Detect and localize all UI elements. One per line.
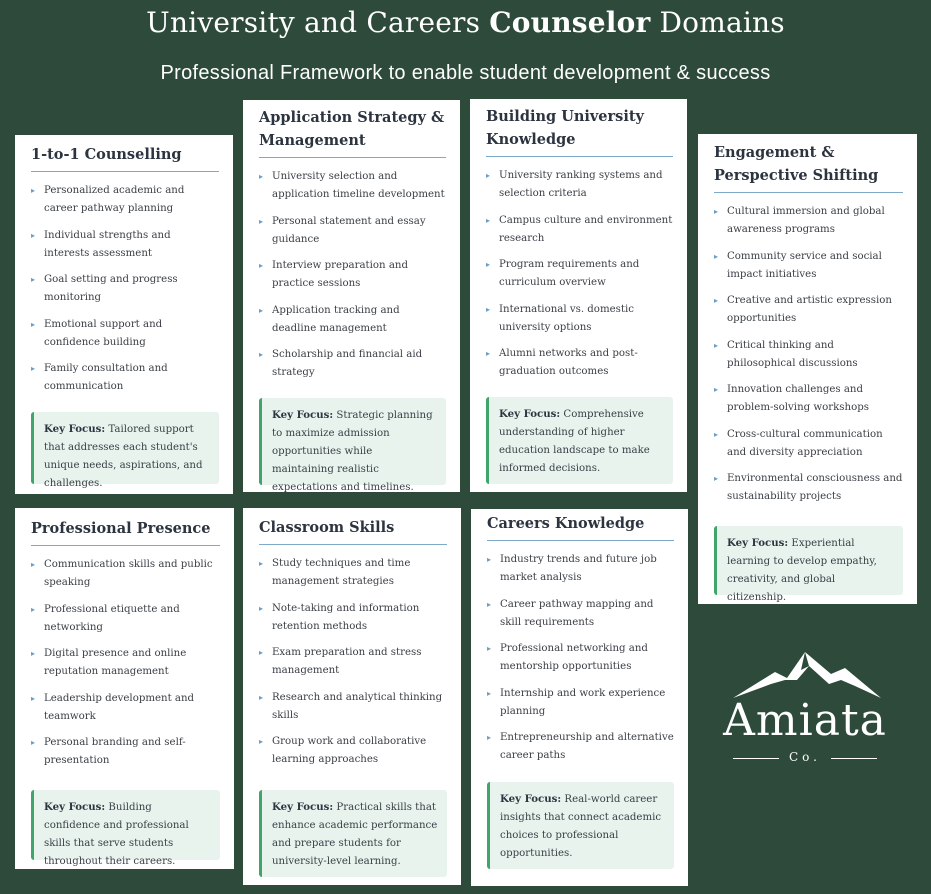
list-item: ▸ Professional etiquette and networking: [31, 601, 220, 637]
arrow-icon: ▸: [714, 296, 719, 305]
list-item: ▸ Leadership development and teamwork: [31, 690, 220, 726]
list-item: ▸ Internship and work experience planning: [487, 685, 674, 721]
arrow-icon: ▸: [714, 474, 719, 483]
card-engagement: [698, 134, 917, 604]
card-title: Building University Knowledge: [486, 99, 673, 157]
list-item: ▸ Campus culture and environment research: [486, 212, 673, 248]
list-item: ▸ Community service and social impact initiatives: [714, 248, 903, 284]
arrow-icon: ▸: [31, 604, 36, 614]
item-list: [486, 167, 673, 381]
arrow-icon: ▸: [259, 216, 264, 226]
list-item: ▸ Cross-cultural communication and diversity appreciation: [714, 426, 903, 462]
logo-subtext: Co.: [788, 750, 821, 764]
list-item: ▸ Career pathway mapping and skill requirements: [487, 596, 674, 632]
list-item: ▸ Personal branding and self-presentation: [31, 734, 220, 770]
card-title: Engagement & Perspective Shifting: [714, 134, 903, 193]
list-item: ▸ Alumni networks and post-graduation outcomes: [486, 345, 673, 381]
card-title: Classroom Skills: [259, 508, 447, 545]
list-item: ▸ Environmental consciousness and sustainability projects: [714, 470, 903, 506]
arrow-icon: ▸: [714, 340, 719, 350]
list-item: ▸ International vs. domestic university options: [486, 301, 673, 337]
arrow-icon: ▸: [259, 603, 264, 613]
key-focus-box: Key Focus: Comprehensive understanding of higher education landscape to make informed decisions.: [486, 397, 673, 484]
arrow-icon: ▸: [714, 429, 719, 439]
logo-wordmark: Amiata: [723, 695, 887, 746]
list-item: ▸ Digital presence and online reputation management: [31, 645, 220, 681]
list-item: ▸ Personalized academic and career pathway planning: [31, 182, 219, 218]
arrow-icon: ▸: [259, 172, 264, 181]
item-list: [31, 182, 219, 396]
arrow-icon: ▸: [259, 559, 264, 568]
mountain-icon: [705, 650, 905, 700]
item-list: [714, 203, 903, 506]
arrow-icon: ▸: [259, 261, 264, 270]
list-item: ▸ University ranking systems and selection criteria: [486, 167, 673, 203]
key-focus-box: Key Focus: Practical skills that enhance academic performance and prepare students for university-level learning.: [259, 790, 447, 877]
arrow-icon: ▸: [486, 215, 491, 225]
list-item: ▸ Research and analytical thinking skills: [259, 689, 447, 725]
page-subtitle: Professional Framework to enable student development & success: [160, 62, 771, 84]
key-focus-box: Key Focus: Real-world career insights that connect academic choices to professional opportunities.: [487, 782, 674, 869]
arrow-icon: ▸: [31, 364, 36, 373]
list-item: ▸ Interview preparation and practice sessions: [259, 257, 446, 293]
arrow-icon: ▸: [31, 649, 36, 658]
list-item: ▸ Innovation challenges and problem-solving workshops: [714, 381, 903, 417]
arrow-icon: ▸: [486, 304, 491, 314]
list-item: ▸ Professional networking and mentorship opportunities: [487, 640, 674, 676]
item-list: [487, 551, 674, 765]
card-university: [470, 99, 687, 492]
list-item: ▸ Cultural immersion and global awareness programs: [714, 203, 903, 239]
arrow-icon: ▸: [487, 688, 492, 698]
arrow-icon: ▸: [487, 733, 492, 742]
item-list: [259, 555, 447, 769]
card-title: Careers Knowledge: [487, 509, 674, 541]
list-item: ▸ Exam preparation and stress management: [259, 644, 447, 680]
arrow-icon: ▸: [487, 555, 492, 564]
arrow-icon: ▸: [714, 251, 719, 261]
arrow-icon: ▸: [259, 692, 264, 702]
arrow-icon: ▸: [259, 737, 264, 746]
arrow-icon: ▸: [31, 186, 36, 195]
list-item: ▸ Note-taking and information retention methods: [259, 600, 447, 636]
card-title: Professional Presence: [31, 508, 220, 546]
arrow-icon: ▸: [31, 693, 36, 703]
item-list: [31, 556, 220, 770]
list-item: ▸ Critical thinking and philosophical discussions: [714, 337, 903, 373]
list-item: ▸ Application tracking and deadline management: [259, 302, 446, 338]
list-item: ▸ Creative and artistic expression opportunities: [714, 292, 903, 328]
page-title: University and Careers Counselor Domains: [146, 6, 785, 39]
list-item: ▸ Entrepreneurship and alternative career paths: [487, 729, 674, 765]
card-application: [243, 100, 460, 492]
card-title: Application Strategy & Management: [259, 100, 446, 158]
list-item: ▸ Personal statement and essay guidance: [259, 213, 446, 249]
card-counselling: [15, 135, 233, 494]
card-presence: [15, 508, 234, 869]
key-focus-box: Key Focus: Building confidence and professional skills that serve students throughout their careers.: [31, 790, 220, 860]
item-list: [259, 168, 446, 382]
card-classroom: [243, 508, 461, 885]
arrow-icon: ▸: [486, 349, 491, 358]
list-item: ▸ Communication skills and public speaking: [31, 556, 220, 592]
list-item: ▸ Emotional support and confidence building: [31, 316, 219, 352]
arrow-icon: ▸: [259, 648, 264, 657]
arrow-icon: ▸: [486, 260, 491, 269]
arrow-icon: ▸: [31, 560, 36, 569]
arrow-icon: ▸: [259, 350, 264, 359]
list-item: ▸ Study techniques and time management strategies: [259, 555, 447, 591]
list-item: ▸ Family consultation and communication: [31, 360, 219, 396]
list-item: ▸ Group work and collaborative learning approaches: [259, 733, 447, 769]
list-item: ▸ Scholarship and financial aid strategy: [259, 346, 446, 382]
list-item: ▸ Program requirements and curriculum overview: [486, 256, 673, 292]
arrow-icon: ▸: [31, 738, 36, 747]
logo-rule-right: [831, 758, 877, 759]
arrow-icon: ▸: [259, 305, 264, 315]
list-item: ▸ University selection and application timeline development: [259, 168, 446, 204]
card-title: 1-to-1 Counselling: [31, 135, 219, 172]
amiata-logo: [705, 650, 905, 770]
arrow-icon: ▸: [714, 385, 719, 394]
key-focus-box: Key Focus: Tailored support that addresses each student's unique needs, aspirations, and challenges.: [31, 412, 219, 484]
arrow-icon: ▸: [487, 599, 492, 609]
list-item: ▸ Individual strengths and interests assessment: [31, 227, 219, 263]
arrow-icon: ▸: [714, 207, 719, 216]
key-focus-box: Key Focus: Strategic planning to maximize admission opportunities while maintaining realistic expectations and timelines.: [259, 398, 446, 485]
arrow-icon: ▸: [486, 171, 491, 180]
key-focus-box: Key Focus: Experiential learning to develop empathy, creativity, and global citizenship.: [714, 526, 903, 595]
arrow-icon: ▸: [31, 275, 36, 284]
card-careers: [471, 509, 688, 886]
arrow-icon: ▸: [487, 644, 492, 653]
list-item: ▸ Industry trends and future job market analysis: [487, 551, 674, 587]
list-item: ▸ Goal setting and progress monitoring: [31, 271, 219, 307]
arrow-icon: ▸: [31, 319, 36, 329]
arrow-icon: ▸: [31, 230, 36, 240]
